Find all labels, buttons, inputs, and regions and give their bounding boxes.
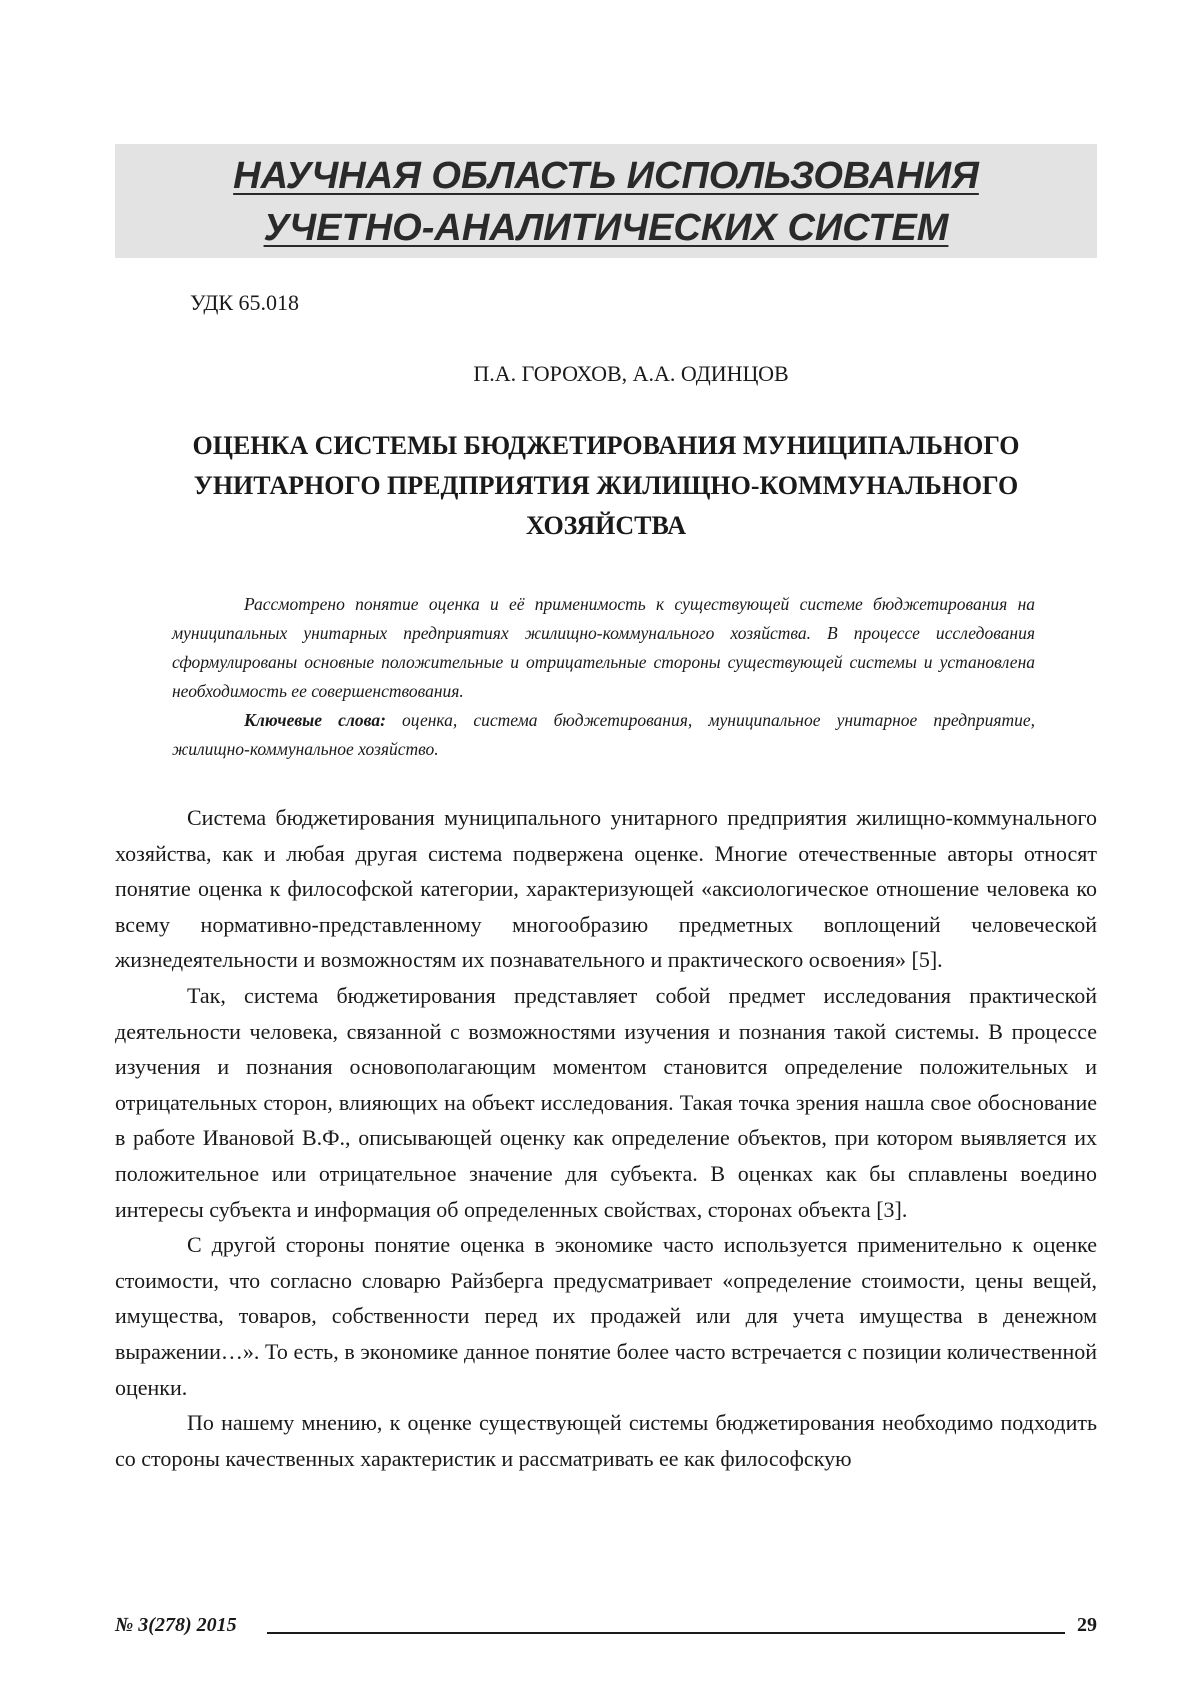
keywords-label: Ключевые слова: [244,710,386,730]
page-footer [115,1612,1097,1640]
section-title-line-2: УЧЕТНО-АНАЛИТИЧЕСКИХ СИСТЕМ [115,202,1097,254]
article-body [115,800,1097,1476]
issue-number: № 3(278) 2015 [115,1612,237,1638]
udc-code: УДК 65.018 [190,289,299,317]
body-paragraph-1: Система бюджетирования муниципального унитарного предприятия жилищно-коммунального хозяйства, как и любая другая система подвержена оценке. Многие отечественные авторы относят понятие оценка к философской категории, характеризующей «аксиологическое отношение человека ко всему нормативно-представленному многообразию предметных воплощений человеческой жизнедеятельности и возможностям их познавательного и практического освоения» [5]. [115,800,1097,978]
abstract [172,590,1035,764]
keywords [172,706,1035,764]
article-title [115,426,1097,546]
authors: П.А. ГОРОХОВ, А.А. ОДИНЦОВ [0,360,1200,388]
section-title-line-1: НАУЧНАЯ ОБЛАСТЬ ИСПОЛЬЗОВАНИЯ [115,150,1097,202]
page-number: 29 [1077,1612,1097,1638]
body-paragraph-3: С другой стороны понятие оценка в экономике часто используется применительно к оценке стоимости, что согласно словарю Райзберга предусматривает «определение стоимости, цены вещей, имущества, товаров, собственности перед их продажей или для учета имущества в денежном выражении…». То есть, в экономике данное понятие более часто встречается с позиции количественной оценки. [115,1227,1097,1405]
footer-rule [267,1632,1065,1634]
abstract-text: Рассмотрено понятие оценка и её применимость к существующей системе бюджетирования на муниципальных унитарных предприятиях жилищно-коммунального хозяйства. В процессе исследования сформулированы основные положительные и отрицательные стороны существующей системы и установлена необходимость ее совершенствования. [172,590,1035,706]
section-title [115,150,1097,254]
keywords-text: оценка, система бюджетирования, муниципальное унитарное предприятие, жилищно-коммунальное хозяйство. [172,710,1035,759]
article-title-line-1: ОЦЕНКА СИСТЕМЫ БЮДЖЕТИРОВАНИЯ МУНИЦИПАЛЬНОГО [115,426,1097,466]
article-title-line-2: УНИТАРНОГО ПРЕДПРИЯТИЯ ЖИЛИЩНО-КОММУНАЛЬНОГО [115,466,1097,506]
body-paragraph-2: Так, система бюджетирования представляет собой предмет исследования практической деятельности человека, связанной с возможностями изучения и познания такой системы. В процессе изучения и познания основополагающим моментом становится определение положительных и отрицательных сторон, влияющих на объект исследования. Такая точка зрения нашла свое обоснование в работе Ивановой В.Ф., описывающей оценку как определение объектов, при котором выявляется их положительное или отрицательное значение для субъекта. В оценках как бы сплавлены воедино интересы субъекта и информация об определенных свойствах, сторонах объекта [3]. [115,978,1097,1227]
article-title-line-3: ХОЗЯЙСТВА [115,506,1097,546]
body-paragraph-4: По нашему мнению, к оценке существующей системы бюджетирования необходимо подходить со стороны качественных характеристик и рассматривать ее как философскую [115,1405,1097,1476]
